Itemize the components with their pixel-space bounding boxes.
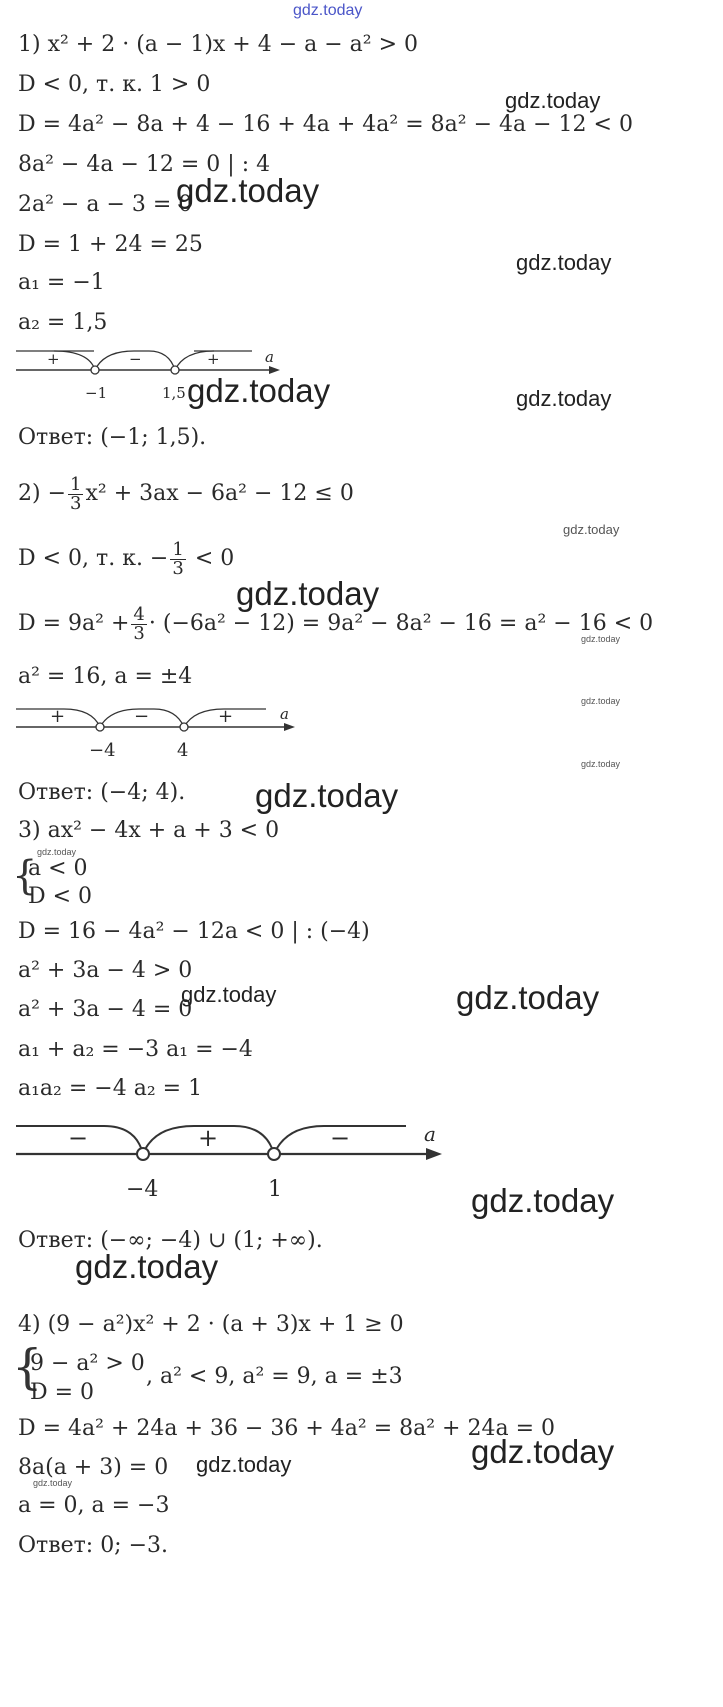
- p3-inequality: a² + 3a − 4 > 0: [18, 958, 193, 983]
- watermark: gdz.today: [516, 386, 612, 411]
- watermark: gdz.today: [33, 1478, 73, 1488]
- p1-root-2: a₂ = 1,5: [18, 310, 108, 335]
- p3-system-brace: {: [12, 853, 38, 899]
- p2-sign-1: +: [50, 706, 66, 727]
- p1-answer: Ответ: (−1; 1,5).: [18, 425, 207, 450]
- watermark: gdz.today: [471, 1433, 615, 1470]
- p3-answer: Ответ: (−∞; −4) ∪ (1; +∞).: [18, 1228, 323, 1253]
- watermark: gdz.today: [255, 777, 399, 814]
- p2-disc-prefix: D = 9a² +: [18, 611, 130, 636]
- watermark: gdz.today: [505, 88, 601, 113]
- p4-system-brace: {: [12, 1339, 43, 1395]
- p3-axis-var: a: [424, 1122, 436, 1146]
- p2-fraction-2: [170, 538, 185, 579]
- p2-fraction-3: [131, 603, 146, 644]
- p1-equation: 8a² − 4a − 12 = 0 | : 4: [18, 152, 271, 177]
- p1-reduced: 2a² − a − 3 = 0: [18, 192, 193, 217]
- p1-root-1: a₁ = −1: [18, 270, 105, 295]
- p2-condition: [18, 468, 354, 520]
- p1-point-2: 1,5: [162, 384, 186, 402]
- p1-d-value: D = 1 + 24 = 25: [18, 232, 203, 257]
- p4-system-2: D = 0: [30, 1380, 95, 1405]
- p3-condition: 3) ax² − 4x + a + 3 < 0: [18, 818, 280, 843]
- watermark: gdz.today: [581, 634, 621, 644]
- p2-point-2: 4: [177, 740, 189, 761]
- p1-sign-2: −: [129, 350, 142, 368]
- p4-system-1: 9 − a² > 0: [30, 1351, 145, 1376]
- p4-discriminant: D = 4a² + 24a + 36 − 36 + 4a² = 8a² + 24a = 0: [18, 1416, 556, 1441]
- p2-fraction-3-den: 3: [133, 622, 145, 644]
- p4-roots: a = 0, a = −3: [18, 1493, 170, 1518]
- watermark: gdz.today: [236, 575, 380, 612]
- p1-axis-var: a: [265, 348, 274, 366]
- watermark: gdz.today: [456, 979, 600, 1016]
- p2-fraction-2-num: 1: [172, 538, 184, 560]
- p2-answer: Ответ: (−4; 4).: [18, 780, 186, 805]
- p4-factored: 8a(a + 3) = 0: [18, 1455, 169, 1480]
- p3-system-1: a < 0: [28, 856, 88, 881]
- p2-fraction-1-den: 3: [70, 492, 82, 514]
- p3-sign-1: −: [68, 1124, 89, 1152]
- watermark: gdz.today: [187, 372, 331, 409]
- p4-condition: 4) (9 − a²)x² + 2 · (a + 3)x + 1 ≥ 0: [18, 1312, 404, 1337]
- p3-point-1: −4: [126, 1177, 159, 1202]
- watermark: gdz.today: [75, 1248, 219, 1285]
- p4-system-tail: , a² < 9, a² = 9, a = ±3: [146, 1364, 403, 1389]
- watermark-top: gdz.today: [293, 2, 363, 19]
- p3-system-2: D < 0: [28, 884, 93, 909]
- p2-sign-2: −: [134, 706, 150, 727]
- p2-disc-suffix: · (−6a² − 12) = 9a² − 8a² − 16 = a² − 16 < 0: [148, 611, 654, 636]
- p2-sign-3: +: [218, 706, 234, 727]
- watermark: gdz.today: [176, 172, 320, 209]
- p1-d-condition: D < 0, т. к. 1 > 0: [18, 72, 211, 97]
- p2-fraction-1-num: 1: [70, 473, 82, 495]
- p2-d-condition: [18, 533, 234, 585]
- p1-discriminant: D = 4a² − 8a + 4 − 16 + 4a + 4a² = 8a² − 4a − 12 < 0: [18, 112, 633, 137]
- p2-d-prefix: D < 0, т. к. −: [18, 546, 169, 571]
- watermark: gdz.today: [581, 696, 621, 706]
- p2-point-1: −4: [89, 740, 116, 761]
- p2-condition-prefix: 2) −: [18, 481, 67, 506]
- p2-axis-var: a: [280, 705, 289, 723]
- p3-vieta-2: a₁a₂ = −4 a₂ = 1: [18, 1076, 203, 1101]
- p3-point-2: 1: [268, 1177, 282, 1202]
- p1-sign-1: +: [47, 350, 60, 368]
- p3-sign-3: −: [330, 1124, 351, 1152]
- watermark: gdz.today: [37, 847, 77, 857]
- watermark: gdz.today: [471, 1182, 615, 1219]
- p3-discriminant: D = 16 − 4a² − 12a < 0 | : (−4): [18, 919, 370, 944]
- p4-answer: Ответ: 0; −3.: [18, 1533, 169, 1558]
- p3-equation: a² + 3a − 4 = 0: [18, 997, 193, 1022]
- p2-condition-suffix: x² + 3ax − 6a² − 12 ≤ 0: [85, 481, 354, 506]
- p2-fraction-2-den: 3: [172, 557, 184, 579]
- p2-roots: a² = 16, a = ±4: [18, 664, 193, 689]
- p3-vieta-1: a₁ + a₂ = −3 a₁ = −4: [18, 1037, 253, 1062]
- p1-condition: 1) x² + 2 · (a − 1)x + 4 − a − a² > 0: [18, 32, 419, 57]
- p1-point-1: −1: [85, 384, 108, 402]
- p3-sign-2: +: [198, 1124, 219, 1152]
- watermark: gdz.today: [563, 522, 620, 537]
- watermark: gdz.today: [196, 1452, 292, 1477]
- watermark: gdz.today: [181, 982, 277, 1007]
- p1-sign-3: +: [207, 350, 220, 368]
- p2-d-suffix: < 0: [187, 546, 235, 571]
- p2-fraction-3-num: 4: [133, 603, 145, 625]
- p2-fraction-1: [68, 473, 83, 514]
- watermark: gdz.today: [581, 759, 621, 769]
- watermark: gdz.today: [516, 250, 612, 275]
